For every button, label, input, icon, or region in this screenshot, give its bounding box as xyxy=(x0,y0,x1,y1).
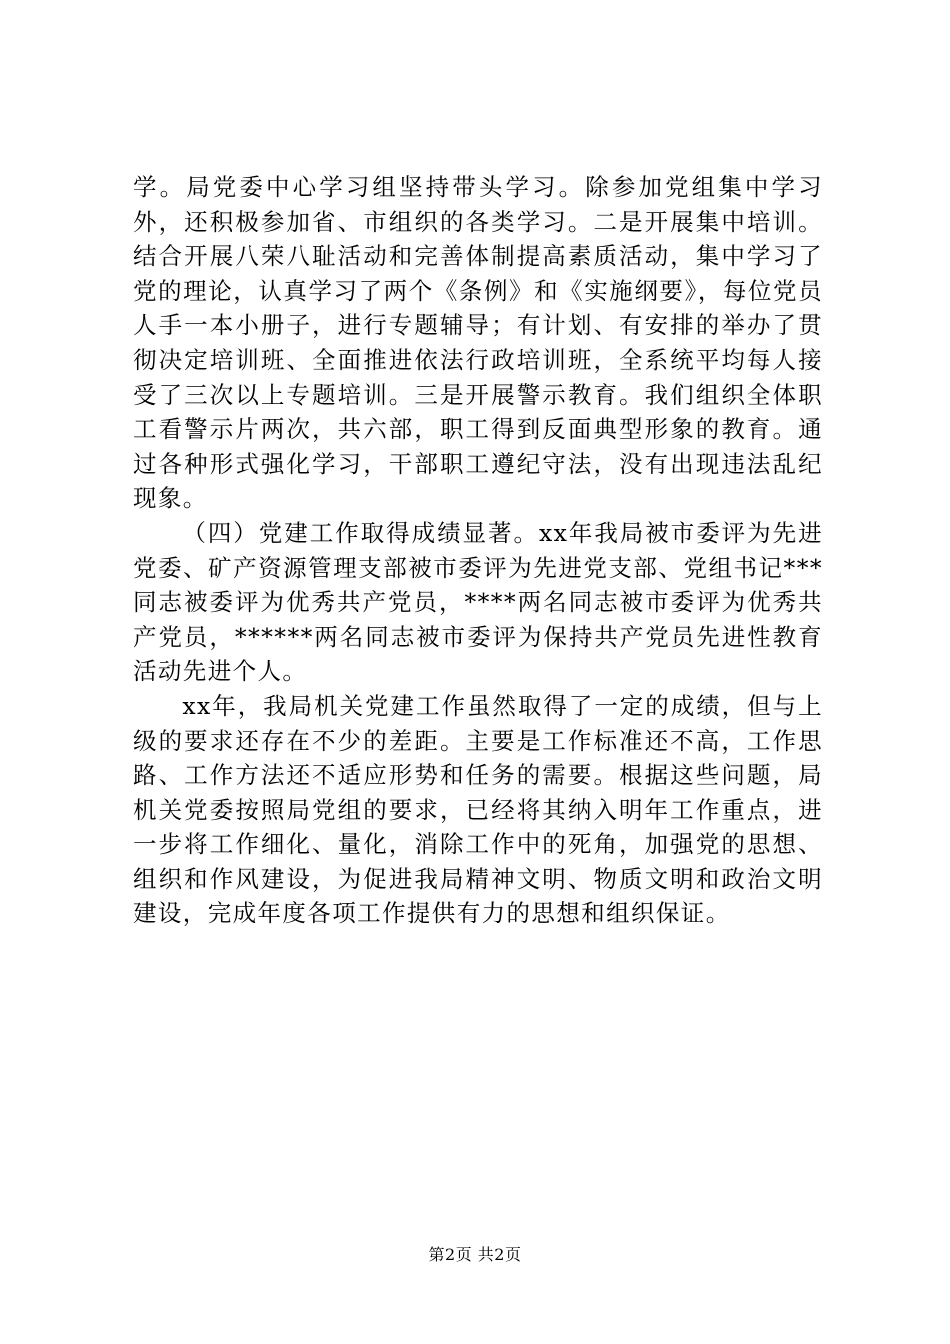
body-paragraph-3: xx年，我局机关党建工作虽然取得了一定的成绩，但与上级的要求还存在不少的差距。主要是工作标准还不高，工作思路、工作方法还不适应形势和任务的需要。根据这些问题，局机关党委按照局党组的要求，已经将其纳入明年工作重点，进一步将工作细化、量化，消除工作中的死角，加强党的思想、组织和作风建设，为促进我局精神文明、物质文明和政治文明建设，完成年度各项工作提供有力的思想和组织保证。 xyxy=(133,691,823,928)
body-paragraph-2: （四）党建工作取得成绩显著。xx年我局被市委评为先进党委、矿产资源管理支部被市委评为先进党支部、党组书记***同志被委评为优秀共产党员，****两名同志被市委评为优秀共产党员，******两名同志被市委评为保持共产党员先进性教育活动先进个人。 xyxy=(133,518,823,686)
document-body xyxy=(133,170,823,931)
body-paragraph-1: 学。局党委中心学习组坚持带头学习。除参加党组集中学习外，还积极参加省、市组织的各类学习。二是开展集中培训。结合开展八荣八耻活动和完善体制提高素质活动，集中学习了党的理论，认真学习了两个《条例》和《实施纲要》，每位党员人手一本小册子，进行专题辅导；有计划、有安排的举办了贯彻决定培训班、全面推进依法行政培训班，全系统平均每人接受了三次以上专题培训。三是开展警示教育。我们组织全体职工看警示片两次，共六部，职工得到反面典型形象的教育。通过各种形式强化学习，干部职工遵纪守法，没有出现违法乱纪现象。 xyxy=(133,173,823,513)
page-number-footer: 第2页 共2页 xyxy=(428,1245,522,1264)
